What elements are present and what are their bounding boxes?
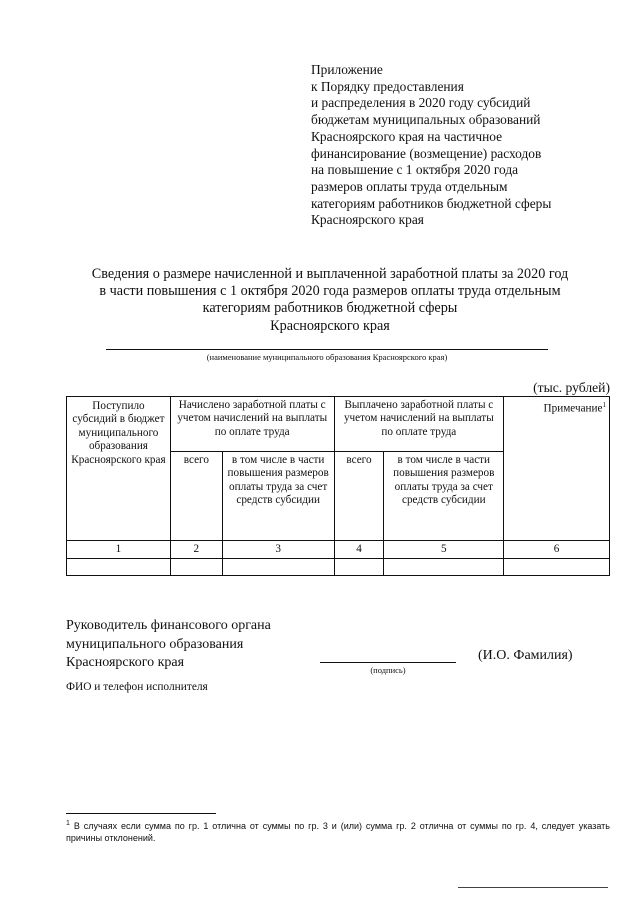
salary-table bbox=[66, 396, 610, 576]
column-number: 4 bbox=[334, 541, 384, 559]
appendix-line: бюджетам муниципальных образований bbox=[311, 112, 541, 128]
title-line: в части повышения с 1 октября 2020 года размеров оплаты труда отдельным bbox=[99, 283, 561, 300]
appendix-line: категориям работников бюджетной сферы bbox=[311, 195, 552, 211]
footnote-mark: 1 bbox=[66, 820, 70, 827]
table-row bbox=[67, 559, 610, 576]
appendix-line: к Порядку предоставления bbox=[311, 78, 464, 94]
subheader-paid-part: в том числе в части повышения размеров оплаты труда за счет средств субсидии bbox=[384, 452, 504, 541]
subheader-paid-total: всего bbox=[334, 452, 384, 541]
document-title bbox=[40, 266, 620, 335]
column-number: 2 bbox=[170, 541, 222, 559]
column-number: 3 bbox=[222, 541, 334, 559]
signature-caption: (подпись) bbox=[370, 665, 406, 675]
column-number: 1 bbox=[67, 541, 171, 559]
signature-line: Красноярского края bbox=[66, 655, 185, 670]
bottom-divider bbox=[458, 887, 608, 888]
appendix-line: и распределения в 2020 году субсидий bbox=[311, 95, 531, 111]
appendix-line: размеров оплаты труда отдельным bbox=[311, 178, 508, 194]
table-cell[interactable] bbox=[384, 559, 504, 576]
header-received-subsidies: Поступило субсидий в бюджет муниципального образования Красноярского края bbox=[67, 397, 171, 541]
signature-field-line[interactable] bbox=[320, 662, 456, 663]
signer-name: (И.О. Фамилия) bbox=[478, 648, 573, 663]
footnote bbox=[66, 818, 610, 844]
subheader-accrued-part: в том числе в части повышения размеров оплаты труда за счет средств субсидии bbox=[222, 452, 334, 541]
appendix-line: на повышение с 1 октября 2020 года bbox=[311, 162, 519, 178]
header-paid: Выплачено заработной платы с учетом начислений на выплаты по оплате труда bbox=[334, 397, 504, 452]
footnote-ref: 1 bbox=[602, 401, 606, 409]
table-cell[interactable] bbox=[334, 559, 384, 576]
title-line: Красноярского края bbox=[270, 317, 390, 334]
appendix-line: финансирование (возмещение) расходов bbox=[311, 145, 542, 161]
table-number-row bbox=[67, 541, 610, 559]
appendix-block bbox=[311, 62, 611, 229]
subheader-accrued-total: всего bbox=[170, 452, 222, 541]
footnote-text: В случаях если сумма по гр. 1 отлична от суммы по гр. 3 и (или) сумма гр. 2 отлична от суммы по гр. 4, следует указать причины отклонений. bbox=[66, 821, 610, 843]
executor-label: ФИО и телефон исполнителя bbox=[66, 681, 208, 693]
appendix-line: Красноярского края на частичное bbox=[311, 128, 503, 144]
header-note: Примечание$^1$ bbox=[504, 397, 610, 541]
table-cell[interactable] bbox=[222, 559, 334, 576]
title-line: Сведения о размере начисленной и выплаченной заработной платы за 2020 год bbox=[91, 266, 569, 282]
header-accrued: Начислено заработной платы с учетом начислений на выплаты по оплате труда bbox=[170, 397, 334, 452]
appendix-line: Приложение bbox=[311, 62, 383, 77]
column-number: 6 bbox=[504, 541, 610, 559]
appendix-line: Красноярского края bbox=[311, 212, 424, 228]
footnote-divider bbox=[66, 813, 216, 814]
title-line: категориям работников бюджетной сферы bbox=[202, 300, 458, 317]
signature-line: муниципального образования bbox=[66, 636, 244, 652]
municipality-name-line[interactable] bbox=[106, 349, 548, 350]
column-number: 5 bbox=[384, 541, 504, 559]
municipality-name-caption: (наименование муниципального образования Красноярского края) bbox=[206, 352, 448, 362]
table-cell[interactable] bbox=[170, 559, 222, 576]
table-cell[interactable] bbox=[504, 559, 610, 576]
table-header-row bbox=[67, 397, 610, 452]
signature-line: Руководитель финансового органа bbox=[66, 618, 271, 633]
table-cell[interactable] bbox=[67, 559, 171, 576]
units-label: (тыс. рублей) bbox=[533, 380, 610, 395]
